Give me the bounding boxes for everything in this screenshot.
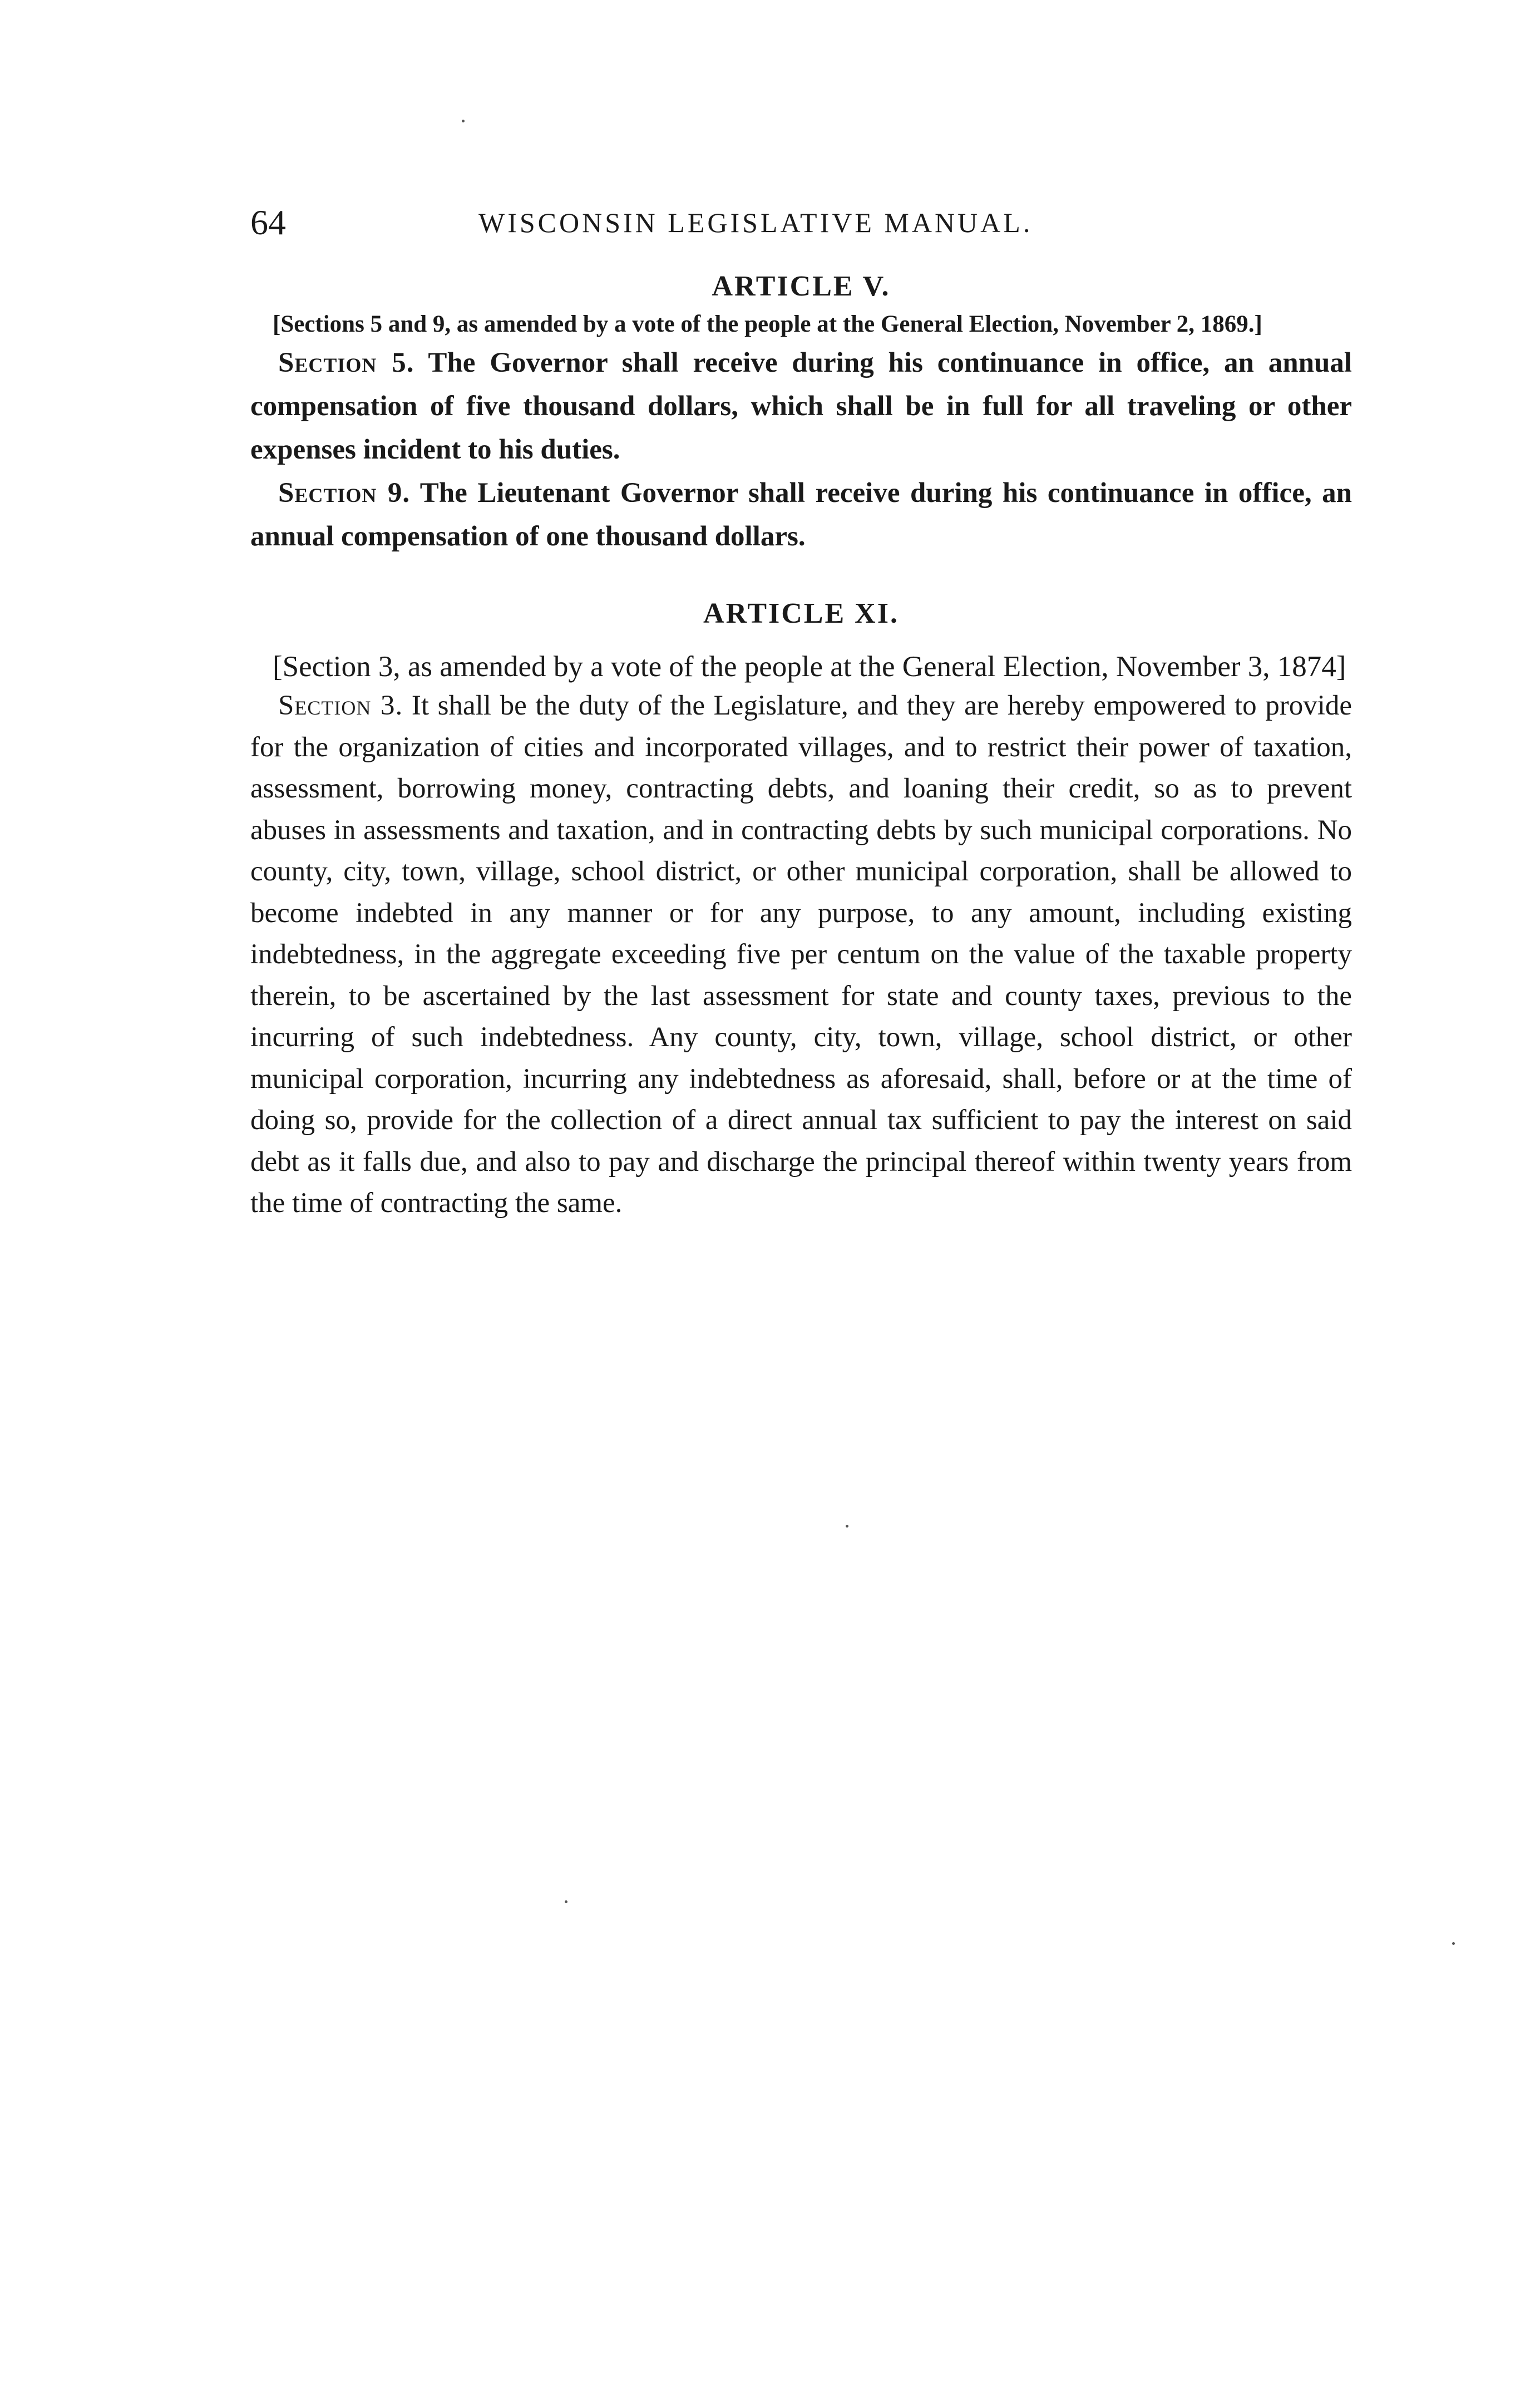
document-page — [250, 198, 1352, 1224]
section-9-text: The Lieutenant Governor shall receive during his continuance in office, an annual compensation of one thousand dollars. — [250, 477, 1352, 552]
scan-speck — [565, 1900, 567, 1903]
article-xi — [250, 586, 1352, 1224]
section-3-text: It shall be the duty of the Legislature, and they are hereby empowered to provide for the organization of cities and incorporated villages, and to restrict their power of taxation, assessment, borrowing money, contracting debts, and loaning their credit, so as to prevent abuses in assessments and taxation, and in contracting debts by such municipal corporations. No county, city, town, village, school district, or other municipal corporation, shall be allowed to become indebted in any manner or for any purpose, to any amount, including existing indebtedness, in the aggregate exceeding five per centum on the value of the taxable property therein, to be ascertained by the last assessment for state and county taxes, previous to the incurring of such indebtedness. Any county, city, town, village, school district, or other municipal corporation, incurring any indebtedness as aforesaid, shall, before or at the time of doing so, provide for the collection of a direct annual tax sufficient to pay the interest on said debt as it falls due, and also to pay and discharge the principal thereof within twenty years from the time of contracting the same. — [250, 690, 1353, 1219]
section-5 — [250, 341, 1352, 471]
manual-title: WISCONSIN LEGISLATIVE MANUAL. — [478, 207, 1033, 238]
article-xi-heading: ARTICLE XI. — [703, 598, 899, 629]
scan-speck — [846, 1525, 848, 1528]
scan-speck — [1452, 1942, 1455, 1945]
article-v-note: [Sections 5 and 9, as amended by a vote of the people at the General Election, November 2, 1869.] — [273, 311, 1262, 337]
running-head — [250, 198, 1352, 248]
section-3 — [250, 685, 1352, 1224]
page-number: 64 — [250, 203, 286, 242]
article-v-heading: ARTICLE V. — [712, 270, 891, 302]
scan-speck — [462, 120, 465, 122]
section-9 — [250, 471, 1352, 558]
section-5-label: Section 5. — [278, 347, 414, 378]
section-3-label: Section 3. — [278, 690, 403, 721]
article-xi-note: [Section 3, as amended by a vote of the people at the General Election, November 3, 1874] — [273, 651, 1346, 683]
article-v — [250, 264, 1352, 558]
section-9-label: Section 9. — [278, 477, 411, 509]
section-5-text: The Governor shall receive during his continuance in office, an annual compensation of five thousand dollars, which shall be in full for all traveling or other expenses incident to his duties. — [250, 347, 1352, 465]
